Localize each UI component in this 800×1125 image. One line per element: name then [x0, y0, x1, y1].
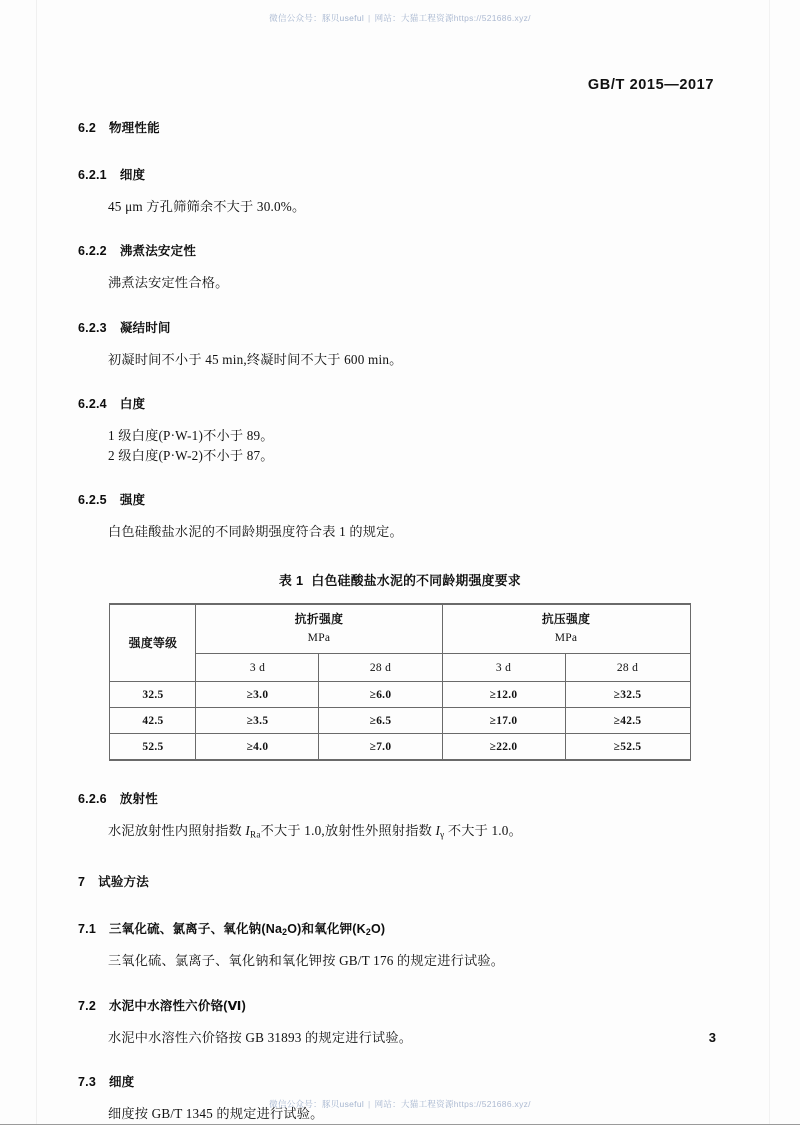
table-cell-flex-3d: ≥3.5	[196, 708, 319, 734]
heading-6-2-3	[78, 318, 722, 336]
heading-6-2-3-number: 6.2.3	[78, 320, 107, 335]
heading-6-2-5-number: 6.2.5	[78, 492, 107, 507]
heading-7	[78, 872, 722, 890]
watermark-top	[0, 12, 800, 24]
heading-6-2-3-title: 凝结时间	[119, 320, 171, 335]
table-header-flexural-label: 抗折强度	[294, 612, 344, 627]
heading-7-1-title	[109, 919, 385, 937]
heading-7-3	[78, 1072, 722, 1090]
watermark-separator: |	[368, 13, 371, 23]
paragraph-6-2-6-post: 不大于 1.0。	[444, 823, 522, 839]
table-caption	[78, 570, 722, 589]
watermark-site-label: 网站：	[374, 1099, 401, 1109]
watermark-url: https://521686.xyz/	[453, 13, 531, 23]
heading-7-2-title: 水泥中水溶性六价铬(Ⅵ)	[108, 998, 246, 1013]
heading-6-2-5	[78, 490, 722, 508]
table-header-grade: 强度等级	[110, 604, 196, 682]
subscript-ra: Ra	[249, 829, 261, 840]
heading-6-2-1-number: 6.2.1	[78, 168, 107, 182]
watermark-site-value: 大猫工程资源	[400, 13, 454, 23]
heading-7-1-title-mid: O)和氧化钾(K	[287, 922, 366, 937]
heading-6-2-6-title: 放射性	[119, 792, 158, 807]
table-header-compressive-28d: 28 d	[565, 654, 690, 682]
table-row	[110, 682, 690, 708]
table-header-flexural-28d: 28 d	[319, 654, 442, 682]
paragraph-7-2: 水泥中水溶性六价铬按 GB 31893 的规定进行试验。	[108, 1029, 413, 1045]
heading-6-2-6	[78, 789, 722, 807]
table-cell-flex-28d: ≥6.0	[319, 682, 442, 708]
heading-7-1-number: 7.1	[78, 922, 96, 937]
table-cell-comp-3d: ≥22.0	[442, 734, 565, 761]
heading-7-title: 试验方法	[98, 875, 149, 890]
table-row	[110, 708, 690, 734]
paragraph-6-2-6-pre: 水泥放射性内照射指数	[108, 823, 246, 839]
heading-6-2-4-number: 6.2.4	[78, 397, 107, 412]
watermark-separator: |	[368, 1099, 371, 1109]
table-cell-grade: 42.5	[110, 708, 196, 734]
paragraph-6-2-2: 沸煮法安定性合格。	[108, 275, 229, 291]
table-header-flexural	[196, 604, 442, 654]
heading-7-1	[78, 919, 722, 937]
paragraph-6-2-5: 白色硅酸盐水泥的不同龄期强度符合表 1 的规定。	[108, 523, 403, 539]
page-edge-right	[769, 0, 770, 1124]
table-cell-grade: 32.5	[110, 682, 196, 708]
heading-6-2-title: 物理性能	[108, 121, 160, 135]
heading-6-2-1	[78, 165, 722, 183]
strength-requirements-table	[109, 603, 690, 761]
symbol-internal-exposure-index: I	[245, 823, 250, 839]
watermark-wechat-value: 豚贝useful	[321, 1099, 365, 1109]
table-cell-comp-3d: ≥17.0	[442, 708, 565, 734]
table-header-compressive-unit: MPa	[554, 632, 578, 645]
table-header-compressive-label: 抗压强度	[541, 612, 591, 627]
table-header-compressive	[442, 604, 690, 654]
table-header-flexural-3d: 3 d	[196, 654, 319, 682]
table-row	[110, 734, 690, 761]
watermark-wechat-value: 豚贝useful	[321, 13, 365, 23]
table-header-compressive-3d: 3 d	[442, 654, 565, 682]
watermark-site-value: 大猫工程资源	[400, 1099, 454, 1109]
watermark-url: https://521686.xyz/	[453, 1099, 531, 1109]
heading-6-2-6-number: 6.2.6	[78, 792, 107, 807]
heading-6-2-number: 6.2	[78, 121, 96, 135]
paragraph-7-1: 三氧化硫、氯离子、氧化钠和氧化钾按 GB/T 176 的规定进行试验。	[108, 953, 505, 969]
table-cell-flex-28d: ≥7.0	[319, 734, 442, 761]
page-number: 3	[708, 1030, 716, 1045]
watermark-site-label: 网站：	[374, 13, 401, 23]
heading-7-number: 7	[78, 875, 86, 890]
heading-7-1-title-post: O)	[370, 922, 386, 937]
subscript-na2o: 2	[282, 927, 288, 938]
heading-7-3-title: 细度	[108, 1075, 135, 1090]
paragraph-6-2-1: 45 μm 方孔筛筛余不大于 30.0%。	[108, 199, 306, 214]
watermark-wechat-label: 微信公众号：	[269, 13, 322, 23]
paragraph-6-2-6-mid: 不大于 1.0,放射性外照射指数	[260, 823, 436, 839]
heading-6-2-1-title: 细度	[119, 168, 146, 182]
table-cell-comp-28d: ≥42.5	[565, 708, 690, 734]
table-cell-comp-3d: ≥12.0	[442, 682, 565, 708]
heading-6-2-2-number: 6.2.2	[78, 244, 107, 259]
paragraph-6-2-4-line2: 2 级白度(P·W-2)不小于 87。	[108, 448, 274, 464]
table-cell-flex-3d: ≥4.0	[196, 734, 319, 761]
watermark-bottom	[0, 1098, 800, 1110]
heading-6-2-2-title: 沸煮法安定性	[119, 244, 197, 259]
running-header-standard-code: GB/T 2015—2017	[587, 77, 714, 93]
watermark-wechat-label: 微信公众号：	[269, 1099, 322, 1109]
paragraph-6-2-6	[78, 821, 722, 842]
subscript-gamma: γ	[440, 829, 445, 840]
heading-6-2-5-title: 强度	[119, 492, 146, 507]
document-body	[78, 118, 722, 1125]
heading-7-3-number: 7.3	[78, 1075, 96, 1090]
table-cell-grade: 52.5	[110, 734, 196, 761]
heading-6-2-4	[78, 394, 722, 412]
heading-7-2	[78, 996, 722, 1014]
page-edge-left	[36, 0, 37, 1124]
subscript-k2o: 2	[365, 927, 371, 938]
table-caption-number: 表 1	[279, 573, 304, 589]
heading-7-1-title-pre: 三氧化硫、氯离子、氧化钠(Na	[108, 922, 283, 937]
table-header-flexural-unit: MPa	[307, 632, 331, 645]
table-cell-comp-28d: ≥52.5	[565, 734, 690, 761]
heading-6-2	[78, 118, 722, 136]
heading-7-2-number: 7.2	[78, 998, 96, 1013]
table-cell-flex-28d: ≥6.5	[319, 708, 442, 734]
paragraph-6-2-3: 初凝时间不小于 45 min,终凝时间不大于 600 min。	[108, 351, 403, 367]
heading-6-2-2	[78, 241, 722, 259]
table-cell-comp-28d: ≥32.5	[565, 682, 690, 708]
table-cell-flex-3d: ≥3.0	[196, 682, 319, 708]
symbol-external-exposure-index: I	[435, 823, 441, 839]
paragraph-7-3: 细度按 GB/T 1345 的规定进行试验。	[108, 1106, 324, 1122]
heading-6-2-4-title: 白度	[119, 397, 146, 412]
table-caption-title: 白色硅酸盐水泥的不同龄期强度要求	[311, 573, 521, 589]
paragraph-6-2-4-line1: 1 级白度(P·W-1)不小于 89。	[108, 428, 274, 444]
